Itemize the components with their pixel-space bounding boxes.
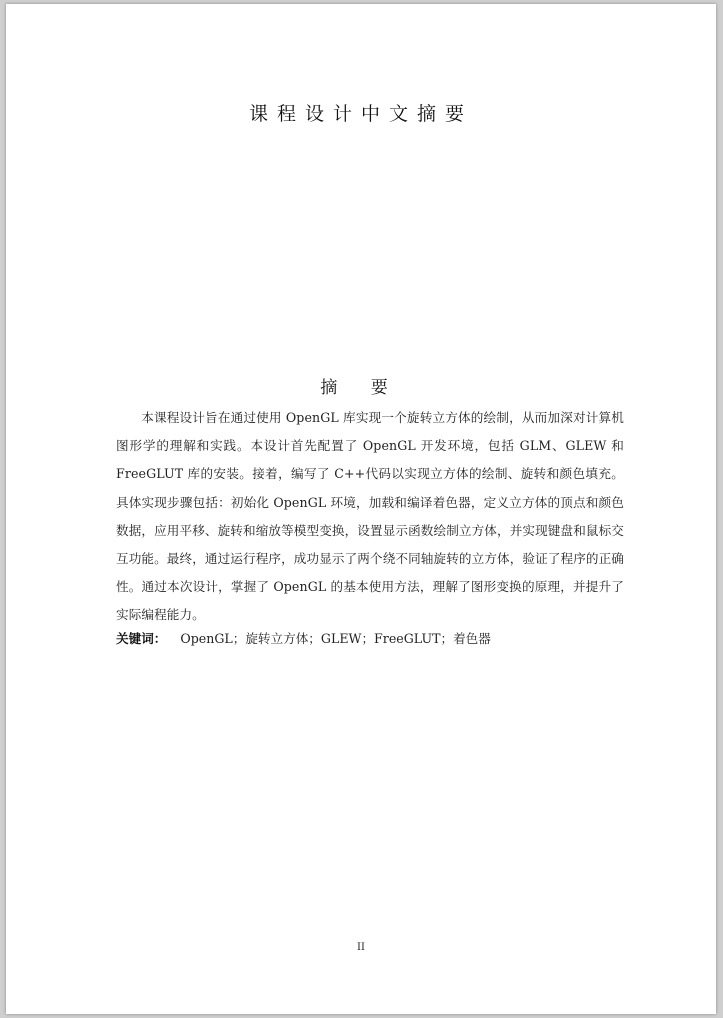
abstract-body: 本课程设计旨在通过使用 OpenGL 库实现一个旋转立方体的绘制，从而加深对计算机图形学的理解和实践。本设计首先配置了 OpenGL 开发环境，包括 GLM、GLEW 和 FreeGLUT 库的安装。接着，编写了 C++代码以实现立方体的绘制、旋转和颜色填充。具体实现步骤包括：初始化 OpenGL 环境，加载和编译着色器，定义立方体的顶点和颜色数据，应用平移、旋转和缩放等模型变换，设置显示函数绘制立方体，并实现键盘和鼠标交互功能。最终，通过运行程序，成功显示了两个绕不同轴旋转的立方体，验证了程序的正确性。通过本次设计，掌握了 OpenGL 的基本使用方法，理解了图形变换的原理，并提升了实际编程能力。 — [116, 410, 624, 623]
keywords-label: 关键词： — [116, 631, 167, 646]
page-title: 课程设计中文摘要 — [248, 103, 473, 125]
keywords-text: OpenGL；旋转立方体；GLEW；FreeGLUT；着色器 — [180, 631, 491, 646]
keywords-line — [116, 629, 491, 649]
abstract-heading: 摘 要 — [320, 378, 402, 398]
page-number: II — [357, 942, 365, 953]
document-page — [6, 4, 716, 1014]
